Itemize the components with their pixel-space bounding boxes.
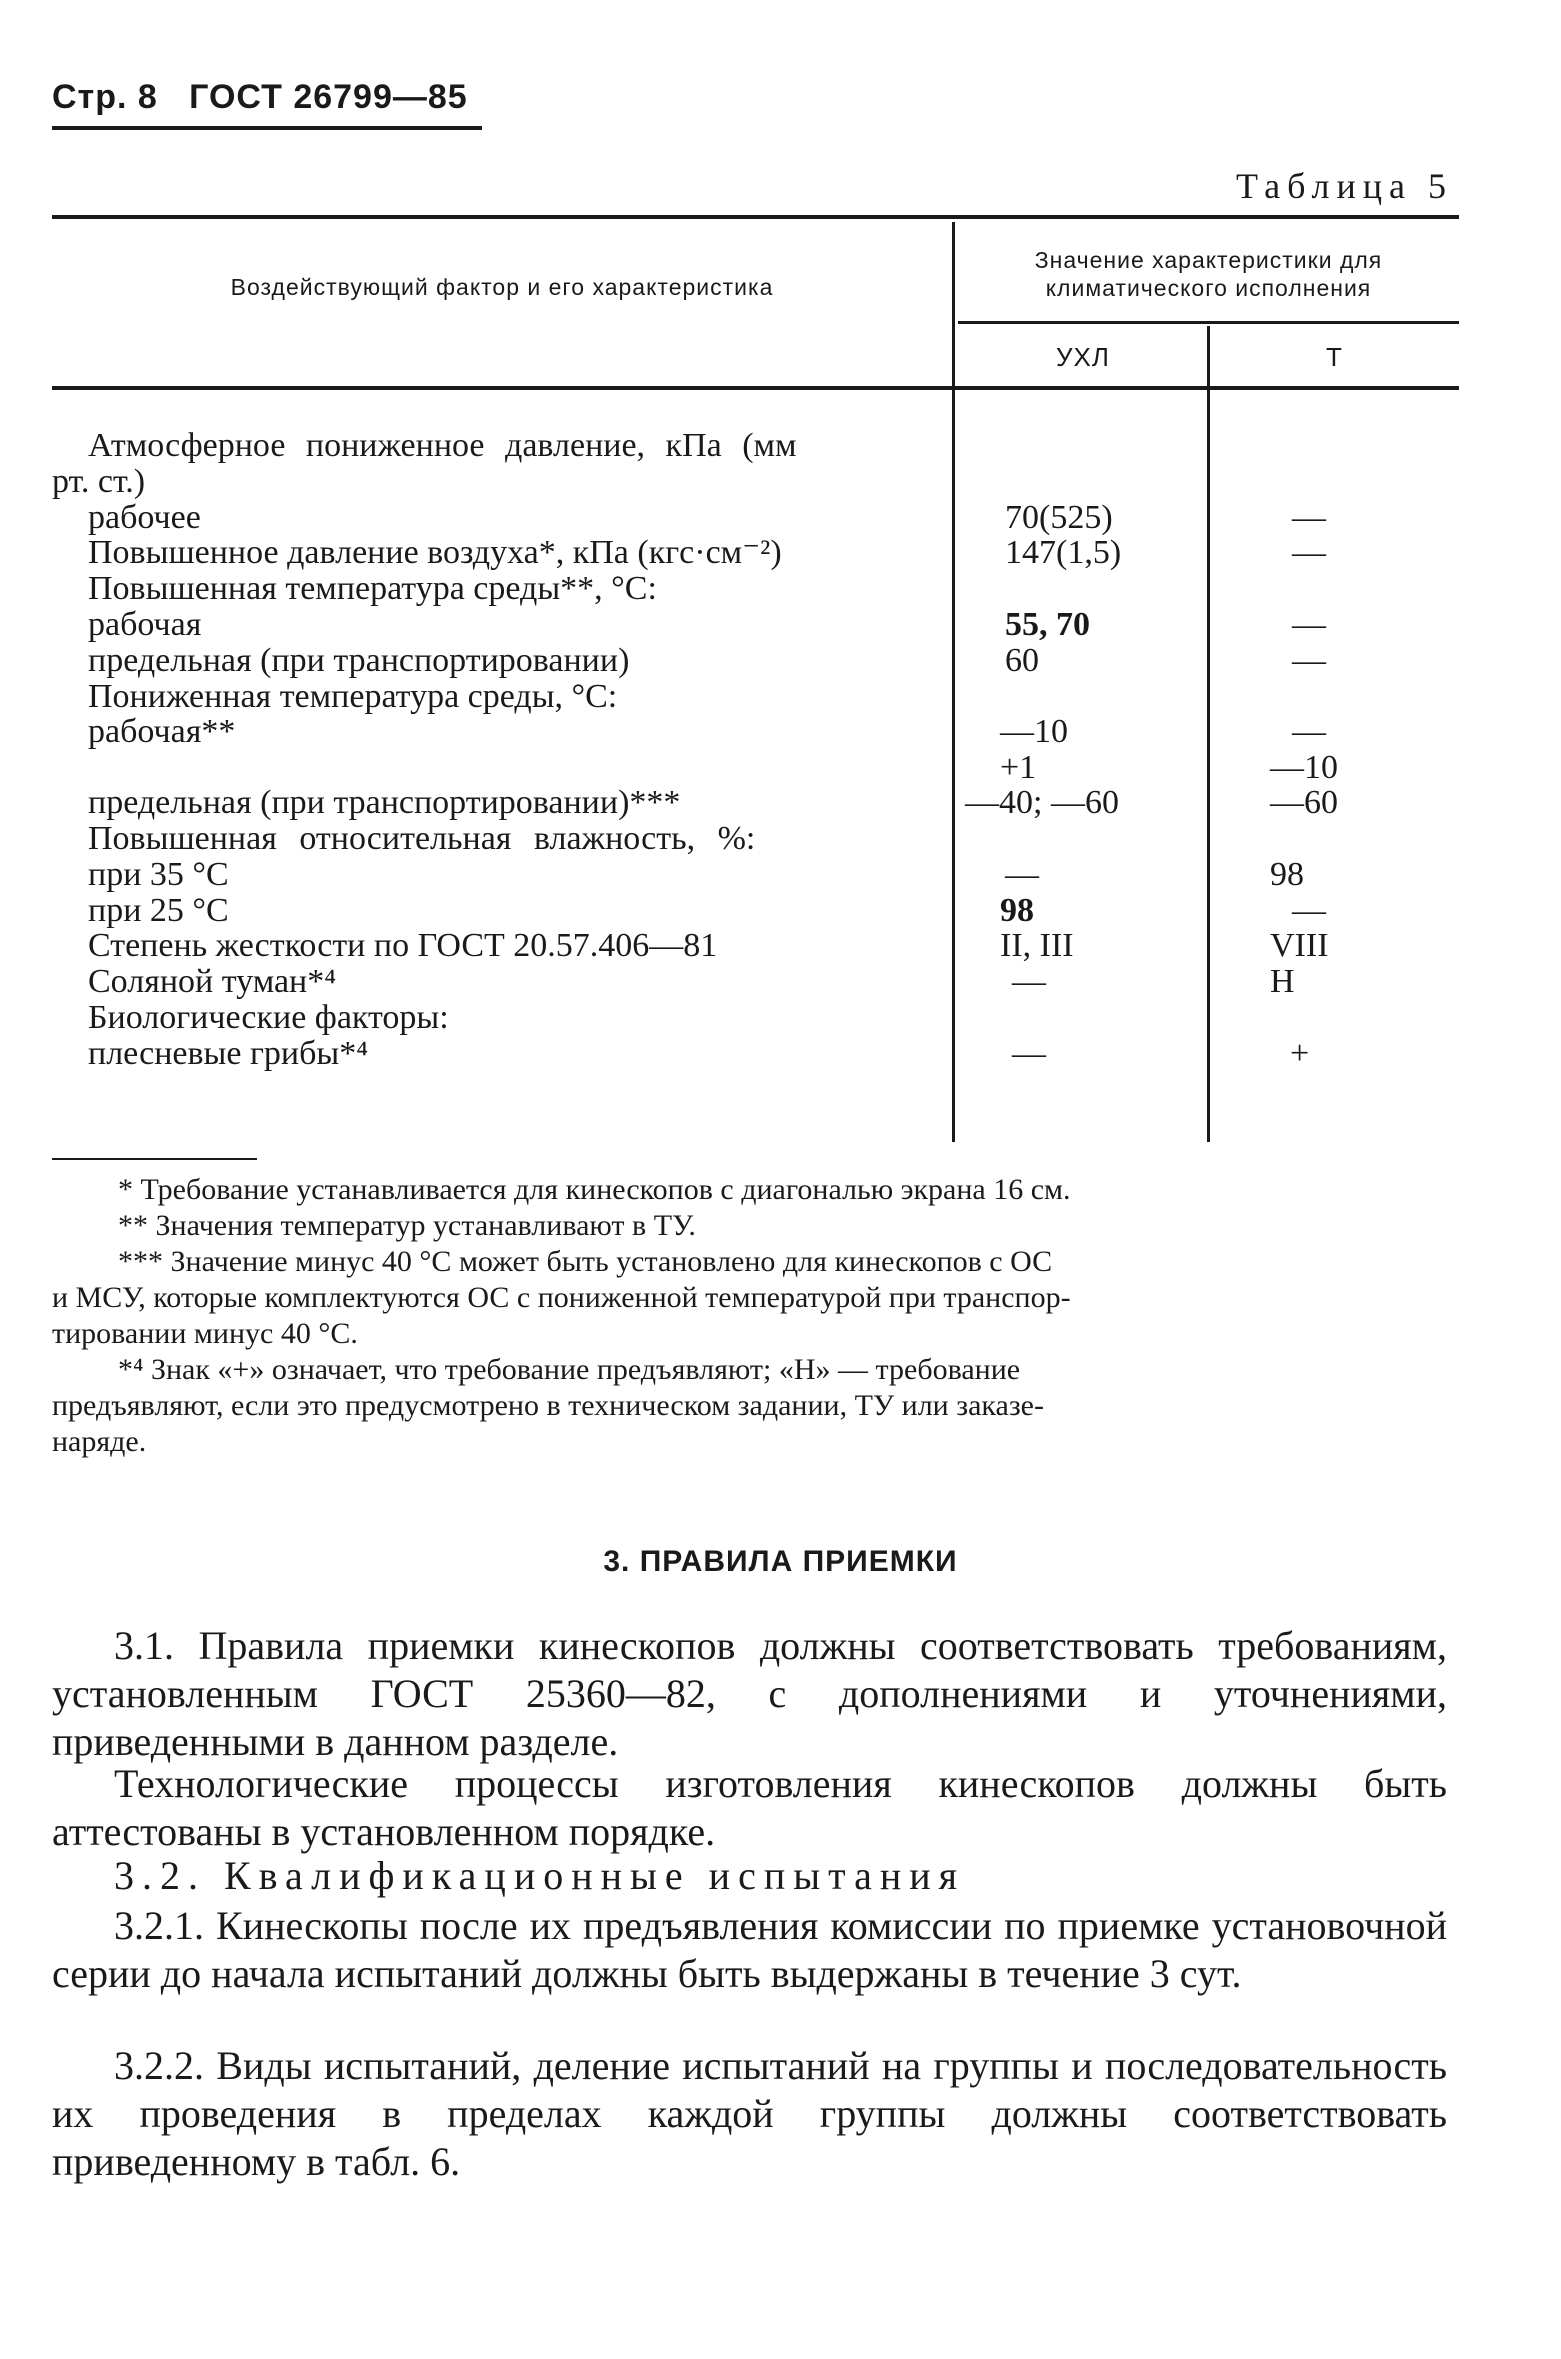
standard-number: ГОСТ 26799—85 (189, 78, 468, 116)
row-label: Повышенная относительная влажность, %: (88, 820, 756, 857)
row-label: плесневые грибы*⁴ (88, 1035, 369, 1072)
row-label: Биологические факторы: (88, 999, 449, 1036)
footnote-3-line2: и МСУ, которые комплектуются ОС с пониженной температурой при транспор- (52, 1281, 1071, 1314)
t-column-header: Т (1326, 342, 1343, 372)
paragraph-3-2-2: 3.2.2. Виды испытаний, деление испытаний на группы и последовательность их проведения в пределах каждой группы должны соответствовать приведенному в табл. 6. (52, 2043, 1447, 2184)
row-label: Атмосферное пониженное давление, кПа (мм (88, 427, 797, 464)
t-value: VIII (1270, 927, 1329, 964)
table-label: Таблица 5 (1236, 166, 1453, 206)
row-label: предельная (при транспортировании)*** (88, 784, 681, 821)
footnote-1: * Требование устанавливается для кинескопов с диагональю экрана 16 см. (118, 1173, 1071, 1206)
row-label: Пониженная температура среды, °С: (88, 678, 618, 715)
row-label: предельная (при транспортировании) (88, 642, 630, 679)
page-header (52, 78, 468, 117)
footnote-3-line1: *** Значение минус 40 °С может быть установлено для кинескопов с ОС (118, 1245, 1053, 1278)
t-value: — (1292, 892, 1326, 929)
uhl-value: —10 (1000, 713, 1068, 750)
page-number: Стр. 8 (52, 78, 158, 116)
paragraph-tech-processes: Технологические процессы изготовления кинескопов должны быть аттестованы в установленном порядке. (52, 1761, 1447, 1854)
t-value: Н (1270, 963, 1295, 1000)
t-value: — (1292, 642, 1326, 679)
uhl-value: — (1012, 1035, 1046, 1072)
footnote-4-line1: *⁴ Знак «+» означает, что требование предъявляют; «Н» — требование (118, 1353, 1021, 1386)
t-value: —10 (1270, 749, 1338, 786)
uhl-value: — (1005, 856, 1039, 893)
row-label: рабочее (88, 499, 201, 536)
footnote-4-line3: наряде. (52, 1425, 147, 1458)
t-value: — (1292, 606, 1326, 643)
t-value: + (1290, 1035, 1310, 1072)
t-value: — (1292, 713, 1326, 750)
uhl-value: II, III (1000, 927, 1074, 964)
uhl-column-header: УХЛ (1056, 342, 1110, 372)
uhl-value: 60 (1005, 642, 1039, 679)
t-value: —60 (1270, 784, 1338, 821)
table-vertical-divider (952, 222, 955, 1142)
footnote-3-line3: тировании минус 40 °С. (52, 1317, 358, 1350)
footnote-rule (52, 1158, 257, 1160)
paragraph-3-1: 3.1. Правила приемки кинескопов должны соответствовать требованиям, установленным ГОСТ 25360—82, с дополнениями и уточнениями, приведенными в данном разделе. (52, 1623, 1447, 1764)
value-column-header-line1: Значение характеристики для (1034, 247, 1383, 273)
header-bottom-rule (52, 386, 1459, 390)
row-label: Степень жесткости по ГОСТ 20.57.406—81 (88, 927, 718, 964)
section-title: 3. ПРАВИЛА ПРИЕМКИ (603, 1545, 958, 1578)
t-value: — (1292, 499, 1326, 536)
row-label: Соляной туман*⁴ (88, 963, 337, 1000)
table-top-rule (52, 215, 1459, 219)
row-label: рабочая (88, 606, 202, 643)
header-underline (52, 126, 482, 130)
uhl-value: 147(1,5) (1005, 534, 1122, 571)
row-label: при 25 °С (88, 892, 229, 929)
uhl-value: 70(525) (1005, 499, 1113, 536)
footnote-4-line2: предъявляют, если это предусмотрено в техническом задании, ТУ или заказе- (52, 1389, 1044, 1422)
value-column-header-line2: климатического исполнения (1045, 275, 1372, 301)
row-label: рт. ст.) (52, 463, 146, 500)
paragraph-3-2-1: 3.2.1. Кинескопы после их предъявления комиссии по приемке установочной серии до начала испытаний должны быть выдержаны в течение 3 сут. (52, 1903, 1447, 1996)
row-label: при 35 °С (88, 856, 229, 893)
row-label: Повышенная температура среды**, °С: (88, 570, 657, 607)
t-value: 98 (1270, 856, 1304, 893)
row-label: рабочая** (88, 713, 236, 750)
paragraph-3-2-heading: 3.2. Квалификационные испытания (114, 1853, 966, 1898)
uhl-value: 55, 70 (1005, 606, 1090, 643)
column-divider-uhl-t (1207, 326, 1210, 1142)
uhl-value: 98 (1000, 892, 1034, 929)
t-value: — (1292, 534, 1326, 571)
uhl-value: — (1012, 963, 1046, 1000)
row-label: Повышенное давление воздуха*, кПа (кгс·см⁻²) (88, 534, 782, 571)
uhl-value: —40; —60 (965, 784, 1119, 821)
subheader-rule (958, 321, 1459, 324)
factor-column-header: Воздействующий фактор и его характеристика (230, 274, 774, 300)
uhl-value: +1 (1000, 749, 1037, 786)
footnote-2: ** Значения температур устанавливают в ТУ. (118, 1209, 696, 1242)
